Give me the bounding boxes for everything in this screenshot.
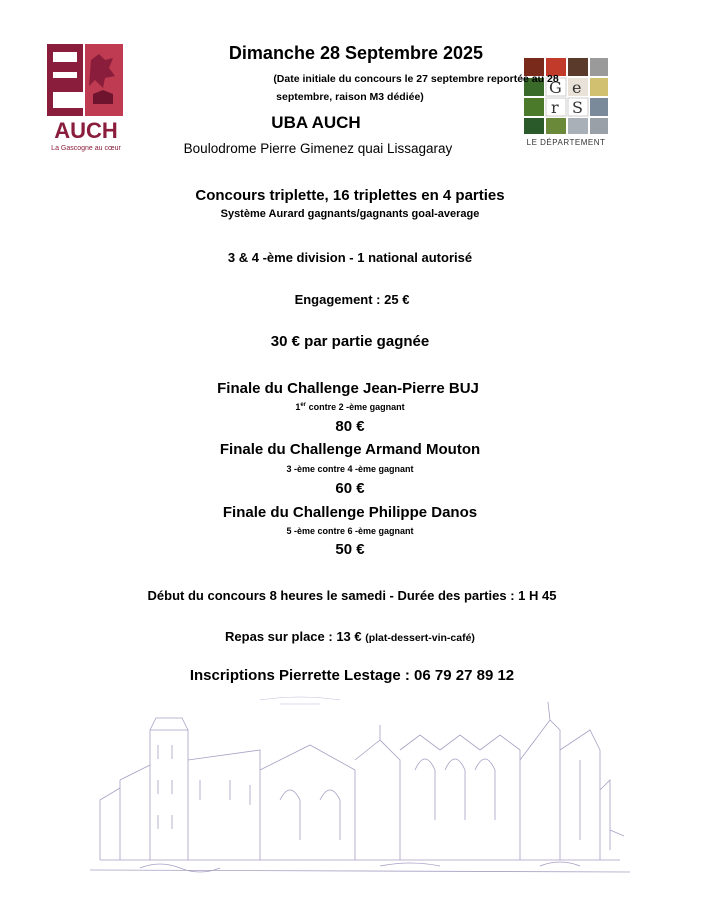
auch-logo-text: AUCH: [54, 118, 118, 143]
final-rank-text: 5 -ème contre 6 -ème gagnant: [286, 526, 414, 536]
cathedral-sketch-image: [80, 690, 636, 890]
final-rank: [0, 402, 706, 412]
final-rank-number: 1: [295, 402, 301, 412]
division: 3 & 4 -ème division - 1 national autorisé: [227, 250, 473, 265]
meal-detail: (plat-dessert-vin-café): [365, 632, 475, 644]
gers-letter: e: [572, 78, 582, 97]
meal: [0, 629, 706, 644]
gers-letter: G: [549, 78, 562, 97]
auch-logo-tagline: La Gascogne au cœur: [51, 145, 121, 152]
registration: Inscriptions Pierrette Lestage : 06 79 27 89 12: [189, 667, 515, 684]
event-date: Dimanche 28 Septembre 2025: [228, 43, 484, 63]
prize-per-win: 30 € par partie gagnée: [270, 333, 430, 350]
final-prize: 80 €: [335, 418, 365, 435]
gers-letter: r: [551, 98, 559, 117]
final-title: Finale du Challenge Jean-Pierre BUJ: [217, 380, 479, 397]
entry-fee: Engagement : 25 €: [294, 292, 410, 307]
final-prize: 50 €: [335, 541, 365, 558]
date-note-line2: septembre, raison M3 dédiée): [276, 91, 424, 103]
schedule: Début du concours 8 heures le samedi - Durée des parties : 1 H 45: [147, 588, 557, 603]
final-prize: 60 €: [335, 480, 365, 497]
gers-letter: S: [572, 98, 583, 117]
final-rank-text: contre 2 -ème gagnant: [306, 402, 405, 412]
final-rank-suffix: er: [300, 402, 307, 408]
date-note-line1: (Date initiale du concours le 27 septembre reportée au 28: [273, 73, 559, 85]
competition-system: Système Aurard gagnants/gagnants goal-average: [220, 208, 480, 220]
competition-title: Concours triplette, 16 triplettes en 4 parties: [195, 187, 505, 204]
meal-main: Repas sur place : 13 €: [225, 629, 366, 644]
gers-logo: [520, 54, 612, 154]
gers-logo-caption: LE DÉPARTEMENT: [526, 138, 606, 147]
final-rank-text: 3 -ème contre 4 -ème gagnant: [286, 464, 414, 474]
venue: Boulodrome Pierre Gimenez quai Lissagaray: [183, 141, 453, 156]
club-name: UBA AUCH: [271, 113, 361, 132]
final-title: Finale du Challenge Armand Mouton: [219, 441, 481, 458]
final-title: Finale du Challenge Philippe Danos: [222, 504, 478, 521]
